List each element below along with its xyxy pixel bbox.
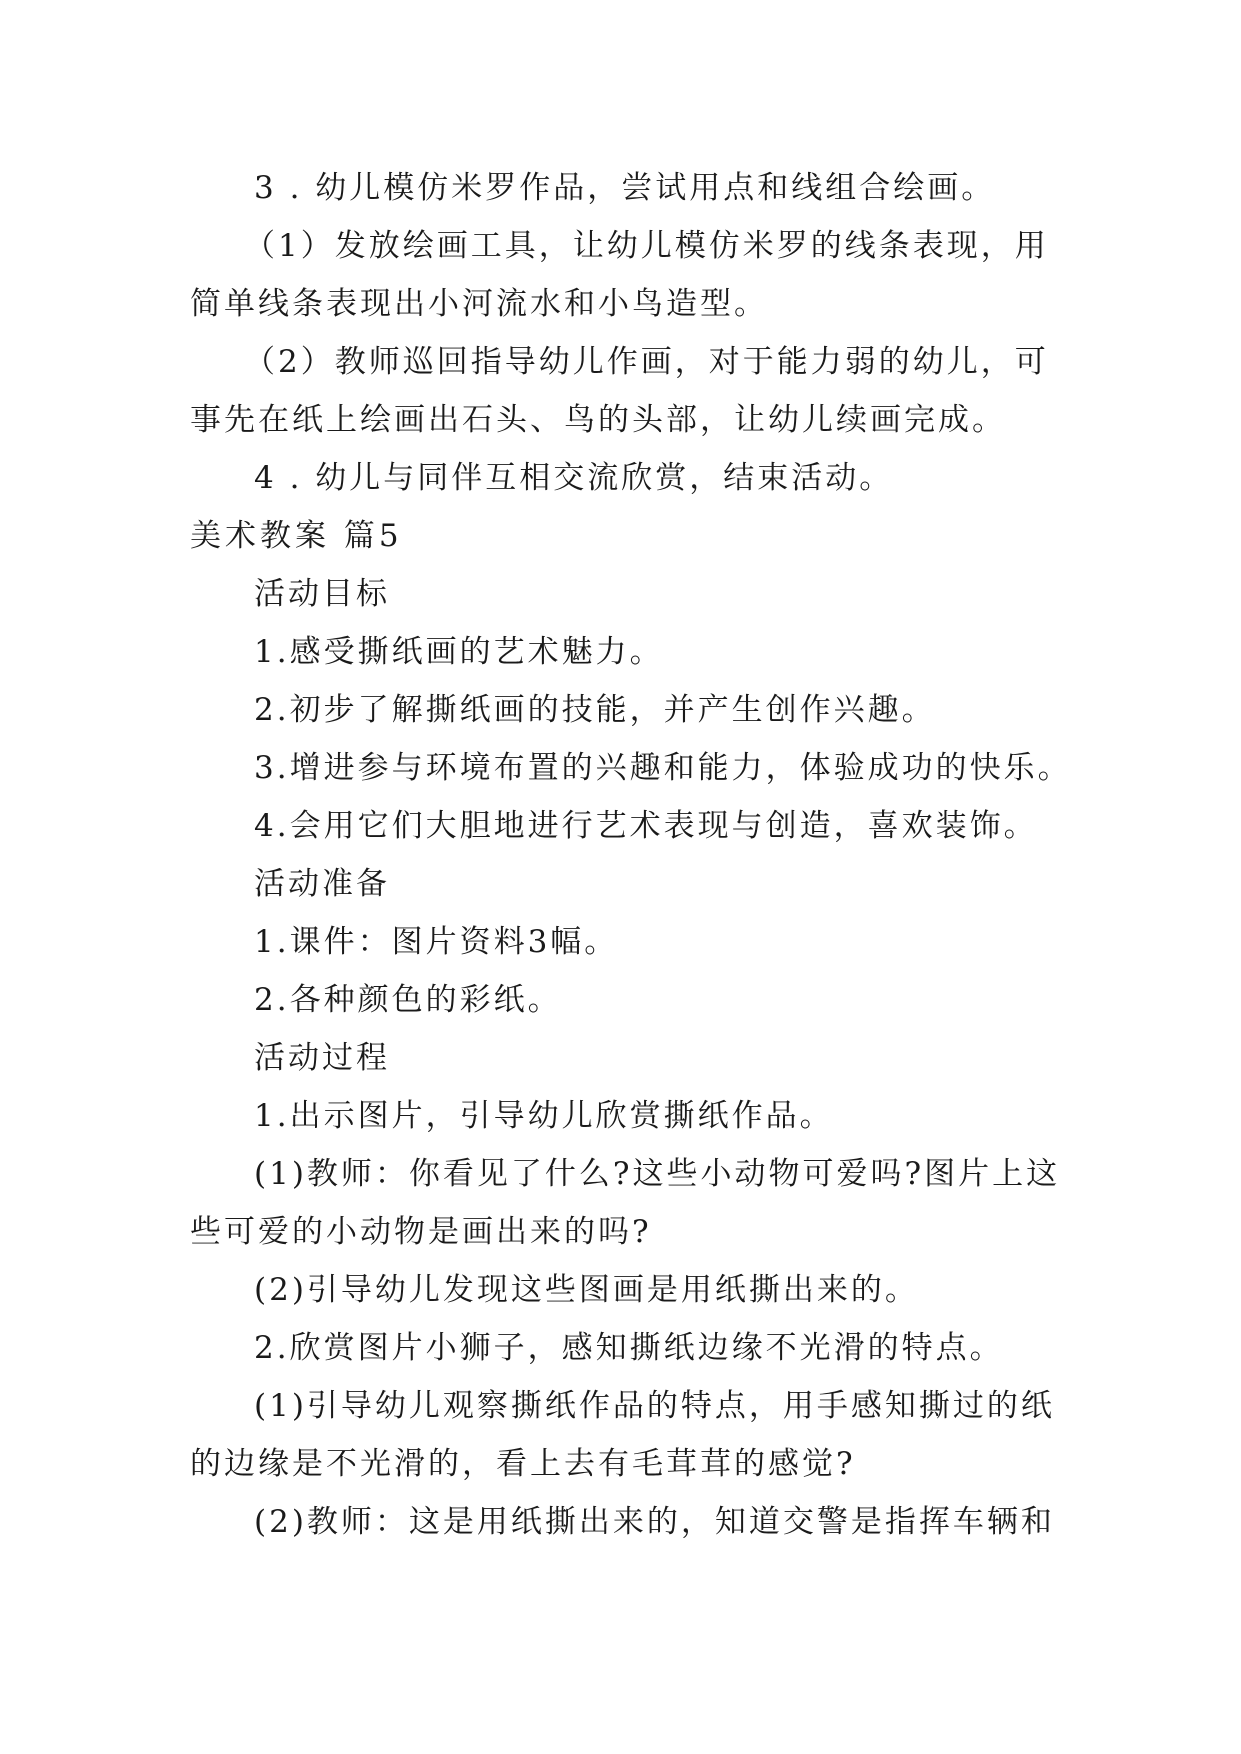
paragraph-line-step-4: 4 . 幼儿与同伴互相交流欣赏，结束活动。: [254, 460, 894, 496]
process-step-2-1-cont: 的边缘是不光滑的，看上去有毛茸茸的感觉?: [190, 1446, 856, 1482]
section-heading: 美术教案 篇5: [190, 518, 403, 554]
process-step-1: 1.出示图片，引导幼儿欣赏撕纸作品。: [254, 1098, 834, 1134]
paragraph-line-step-3-2-cont: 事先在纸上绘画出石头、鸟的头部，让幼儿续画完成。: [190, 402, 1006, 438]
process-step-1-2: (2)引导幼儿发现这些图画是用纸撕出来的。: [254, 1272, 919, 1308]
preparation-item-2: 2.各种颜色的彩纸。: [254, 982, 562, 1018]
subheading-process: 活动过程: [254, 1040, 390, 1076]
goal-item-4: 4.会用它们大胆地进行艺术表现与创造，喜欢装饰。: [254, 808, 1038, 844]
paragraph-line-step-3-1: （1）发放绘画工具，让幼儿模仿米罗的线条表现，用: [244, 228, 1049, 264]
goal-item-1: 1.感受撕纸画的艺术魅力。: [254, 634, 664, 670]
subheading-goals: 活动目标: [254, 576, 390, 612]
paragraph-line-step-3-1-cont: 简单线条表现出小河流水和小鸟造型。: [190, 286, 768, 322]
goal-item-2: 2.初步了解撕纸画的技能，并产生创作兴趣。: [254, 692, 936, 728]
process-step-2-2: (2)教师：这是用纸撕出来的，知道交警是指挥车辆和: [254, 1504, 1055, 1540]
goal-item-3: 3.增进参与环境布置的兴趣和能力，体验成功的快乐。: [254, 750, 1072, 786]
process-step-1-1: (1)教师：你看见了什么?这些小动物可爱吗?图片上这: [254, 1156, 1061, 1192]
paragraph-line-step-3-2: （2）教师巡回指导幼儿作画，对于能力弱的幼儿，可: [244, 344, 1049, 380]
paragraph-line-step-3: 3 . 幼儿模仿米罗作品，尝试用点和线组合绘画。: [254, 170, 996, 206]
preparation-item-1: 1.课件：图片资料3幅。: [254, 924, 619, 960]
process-step-2: 2.欣赏图片小狮子，感知撕纸边缘不光滑的特点。: [254, 1330, 1004, 1366]
process-step-1-1-cont: 些可爱的小动物是画出来的吗?: [190, 1214, 652, 1250]
process-step-2-1: (1)引导幼儿观察撕纸作品的特点，用手感知撕过的纸: [254, 1388, 1055, 1424]
subheading-preparation: 活动准备: [254, 866, 390, 902]
